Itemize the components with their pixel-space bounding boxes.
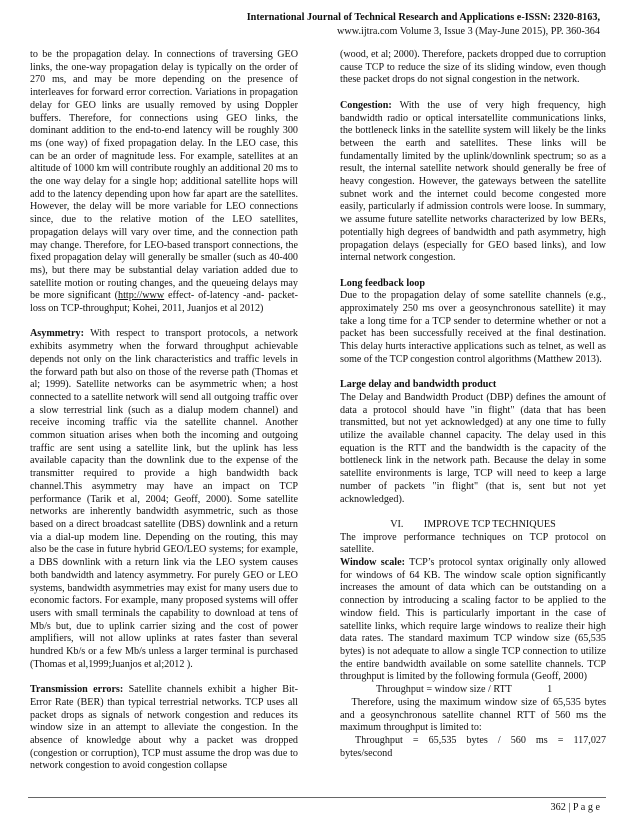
section-title: VI. IMPROVE TCP TECHNIQUES [390,518,556,530]
equation-throughput-value: Throughput = 65,535 bytes / 560 ms = 117,027 bytes/second [340,734,609,759]
paragraph-text-tail: effect- of-latency -and- packet- loss on TCP-throughput; Kohei, 2011, Juanjos et al 2012) [30,290,298,315]
paragraph-window-scale [340,557,606,684]
journal-header [247,11,600,38]
paragraph-asymmetry [30,328,298,671]
congestion-text: With the use of very high frequency, high bandwidth radio or optical intersatellite communications links, the bottleneck links in the satellite system will likely be the links between the earth and satellites. These links will be fundamentally limited by the uplink/downlink spectrum; so as a result, the internal satellite network should generally be free of heavy congestion. However, the gateways between the satellite subnet work and the internet could become congested more easily, particularly if admission controls were loose. In summary, we assume future satellite networks characterized by low BERs, potentially high degrees of bandwidth and path asymmetry, high propagation delays (especially for GEO based links), and low internal network congestion. [340,99,606,264]
equation-throughput: Throughput = window size / RTT 1 [376,684,553,696]
paragraph-equation-after: Therefore, using the maximum window size of 65,535 bytes and a geosynchronous satellite channel RTT of 560 ms the maximum throughput is limited to: [340,696,609,734]
transmission-errors-label: Transmission errors: [30,684,124,696]
congestion-label: Congestion: [340,99,392,111]
section-intro: The improve performance techniques on TCP protocol on satellite. [340,531,606,556]
transmission-errors-text: Satellite channels exhibit a higher Bit-Error Rate (BER) than typical terrestrial networks. TCP uses all packet drops as signals of network congestion and reduces its window size in an attempt to alleviate the congestion. In the absence of knowledge about why a packet was dropped (congestion or corruption), TCP must assume the drop was due to network congestion to avoid congestion collapse [30,684,298,772]
page-number: 362 | P a g e [550,802,600,813]
asymmetry-label: Asymmetry: [30,328,84,340]
reference-link[interactable]: http://www [118,290,165,302]
paragraph-large-delay-bandwidth: The Delay and Bandwidth Product (DBP) defines the amount of data a protocol should have "in flight" (data that has been transmitted, but not yet acknowledged) at any one time to fully utilize the available channel capacity. The delay used in this equation is the RTT and the bandwidth is the capacity of the bottleneck link in the network path. Because the delay in some satellite environments is large, TCP will need to keep a large number of packets "in flight" (that is, sent but not yet acknowledged). [340,391,606,505]
paragraph-text: to be the propagation delay. In connections of traversing GEO links, the one-way propagation delay is typically on the order of 270 ms, and may be more depending on the presence of interleaves for forward error correction. Variations in propagation delay for GEO links are usually removed by using Doppler buffers. Therefore, for connections using GEO links, the dominant addition to the end-to-end latency will be roughly 300 ms (one way) of fixed propagation delay. In the LEO case, this can be an order of magnitude less. For example, satellites at an altitude of 1000 km will contribute roughly an additional 20 ms to the one way delay for a single hop; additional satellite hops will add to the latency depending upon how far apart are the satellites. However, the delay will be more variable for LEO connections since, due to the relative motion of the LEO satellites, propagation delays will vary over time, and the connection path may change. Therefore, for LEO-based transport connections, the fixed propagation delay will generally be smaller (such as 40-400 ms), but there may be substantial delay variation added due to satellite motion or routing changes, and the queueing delays may be more significant ( [30,49,298,302]
paragraph-long-feedback-loop: Due to the propagation delay of some satellite channels (e.g., approximately 250 ms over a geosynchronous satellite) it may take a long time for a TCP sender to determine whether or not a packet has been successfully received at the final destination. This delay hurts interactive applications such as telnet, as well as some of the TCP congestion control algorithms (Matthew 2013). [340,290,606,365]
window-scale-label: Window scale: [340,557,405,569]
heading-long-feedback-loop: Long feedback loop [340,277,425,289]
journal-issue: www.ijtra.com Volume 3, Issue 3 (May-June 2015), PP. 360-364 [337,25,600,37]
paragraph-congestion [340,100,606,265]
paragraph-corruption: (wood, et al; 2000). Therefore, packets dropped due to corruption cause TCP to reduce the size of its sliding window, even though these packet drops do not signal congestion in the network. [340,49,606,86]
paragraph-propagation-delay [30,49,298,316]
footer-divider [28,797,606,798]
journal-title: International Journal of Technical Research and Applications e-ISSN: 2320-8163, [246,12,600,23]
paragraph-transmission-errors [30,684,298,773]
window-scale-text: TCP’s protocol syntax originally only allowed for windows of 64 KB. The window scale option significantly increases the amount of data which can be outstanding on a connection by introducing a scaling factor to be applied to the window field. This is particularly important in the case of satellite links, which require large windows to realize their high data rates. The standard maximum TCP window size (65,535 bytes) is not adequate to allow a single TCP connection to utilize the entire bandwidth available on some satellite channels. TCP throughput is limited by the following formula (Geoff, 2000) [340,557,606,683]
asymmetry-text: With respect to transport protocols, a network exhibits asymmetry when the forward throughput achievable depends not only on the link characteristics and traffic levels in the forward path but also on those of the reverse path (Thomas et al; 1999). Satellite networks can be asymmetric when; a host connected to a satellite network will send all outgoing traffic over a slow terrestrial link (such as a dialup modem channel) and receive incoming traffic via the satellite channel. Another common situation arises when both the incoming and outgoing traffic are sent using a satellite link, but the uplink has less available capacity than the downlink due to the expense of the transmitter required to provide a high bandwidth back channel.This asymmetry may have an impact on TCP performance (Tarik et al, 2004; Geoff, 2000). Some satellite networks are inherently bandwidth asymmetric, such as those based on a direct broadcast satellite (DBS) downlink and a return via a dial-up modem line. Depending on the routing, this may also be the case in future hybrid GEO/LEO systems; for example, a DBS downlink with a return link via the LEO system causes both bandwidth and latency asymmetry. For purely GEO or LEO systems, bandwidth asymmetries may exist for many users due to economic factors. For example, many proposed systems will offer users with small terminals the capability to download at tens of Mb/s but, due to uplink carrier sizing and the cost of power amplifiers, will not allow uplinks at rates faster than several hundred Kb/s or a few Mb/s unless a larger terminal is purchased (Thomas et al,1999;Juanjos et al;2012 ). [30,328,298,670]
heading-large-delay-bandwidth: Large delay and bandwidth product [340,379,497,391]
right-column [340,49,609,760]
left-column [30,49,298,773]
